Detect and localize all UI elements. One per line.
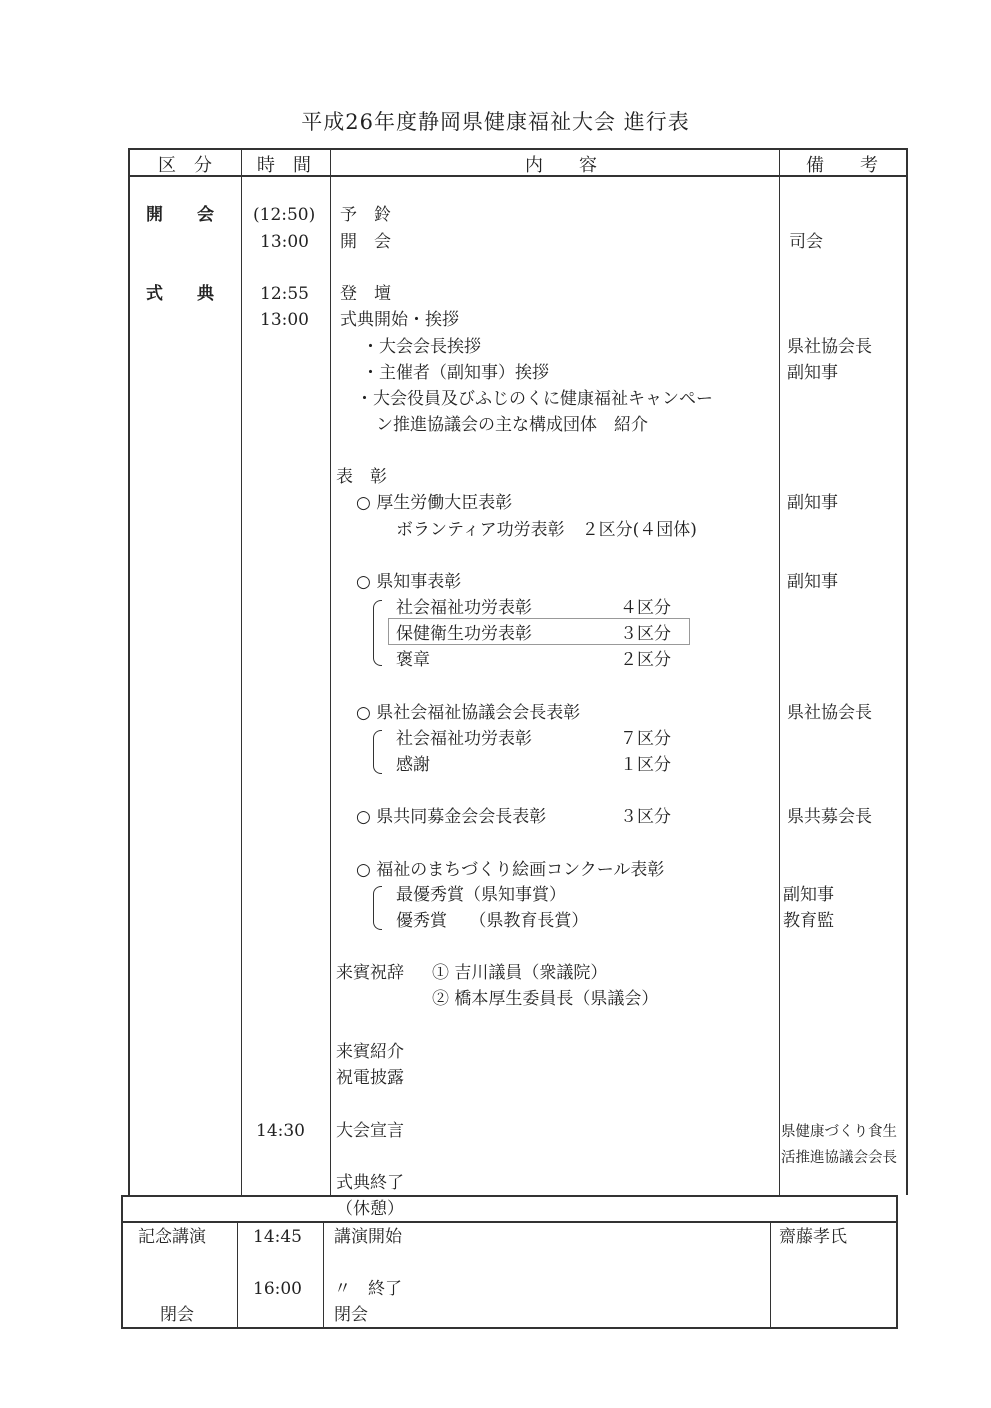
item-closing: 閉会 — [334, 1305, 368, 1325]
item-guest-2: ② 橋本厚生委員長（県議会） — [432, 989, 659, 1009]
item-guest-1: ① 吉川議員（衆議院） — [432, 963, 608, 983]
award-community-chest: ○ 県共同募金会会長表彰 — [356, 807, 547, 827]
item-guest-speech: 来賓祝辞 — [336, 963, 404, 983]
page-title: 平成26年度静岡県健康福祉大会 進行表 — [301, 110, 690, 134]
item-awards: 表 彰 — [336, 467, 387, 487]
table-left-border — [128, 148, 130, 1195]
remark-diet-council-b: 活推進協議会会長 — [781, 1150, 897, 1166]
col-divider-3 — [779, 148, 780, 1195]
item-ceremony-end: 式典終了 — [336, 1173, 404, 1193]
time-declaration: 14:30 — [256, 1121, 305, 1141]
item-lecture-start: 講演開始 — [334, 1227, 402, 1247]
section-opening: 開 会 — [146, 205, 214, 225]
col-divider-1-lower — [237, 1221, 238, 1328]
header-section: 区 分 — [158, 155, 212, 176]
item-greet-intro-b: ン推進協議会の主な構成団体 紹介 — [376, 415, 648, 435]
table-right-border — [906, 148, 908, 1195]
remark-council-chair-2: 県社協会長 — [787, 703, 872, 723]
award-governor-item2-count: ３区分 — [620, 624, 671, 644]
award-governor-item2: 保健衛生功労表彰 — [396, 624, 532, 644]
award-drawing-contest: ○ 福祉のまちづくり絵画コンクール表彰 — [356, 860, 665, 880]
item-greet-intro-a: ・大会役員及びふじのくに健康福祉キャンペー — [356, 389, 713, 409]
remark-vice-governor-2: 副知事 — [787, 493, 838, 513]
award-social-welfare: ○ 県社会福祉協議会会長表彰 — [356, 703, 581, 723]
col-divider-3-lower — [770, 1221, 771, 1328]
award-drawing-contest-item1: 最優秀賞（県知事賞） — [396, 885, 566, 905]
time-lecture-start: 14:45 — [253, 1227, 302, 1247]
award-governor-bracket — [373, 600, 382, 666]
remark-mc: 司会 — [789, 232, 823, 252]
item-guest-intro: 来賓紹介 — [336, 1042, 404, 1062]
col-divider-2 — [330, 148, 331, 1195]
remark-education-superintendent: 教育監 — [783, 911, 834, 931]
award-social-welfare-item1-count: ７区分 — [620, 729, 671, 749]
award-governor-item3: 褒章 — [396, 650, 430, 670]
section-lecture: 記念講演 — [138, 1227, 206, 1247]
time-prebell: (12:50) — [253, 205, 316, 225]
item-opening: 開 会 — [340, 232, 391, 252]
time-stage: 12:55 — [260, 284, 309, 304]
time-opening: 13:00 — [260, 232, 309, 252]
award-social-welfare-item1: 社会福祉功労表彰 — [396, 729, 532, 749]
award-drawing-contest-bracket — [373, 886, 382, 930]
item-lecture-end: 〃 終了 — [334, 1279, 402, 1299]
remark-diet-council-a: 県健康づくり食生 — [781, 1124, 897, 1140]
table-top-border — [128, 148, 907, 150]
award-minister: ○ 厚生労働大臣表彰 — [356, 493, 513, 513]
table-right-border-lower — [896, 1195, 898, 1328]
remark-chest-chair: 県共募会長 — [787, 807, 872, 827]
award-social-welfare-bracket — [373, 730, 382, 774]
header-bottom-border — [128, 175, 907, 177]
item-stage: 登 壇 — [340, 284, 391, 304]
col-divider-2-lower — [323, 1221, 324, 1328]
header-remarks: 備 考 — [806, 155, 878, 176]
time-ceremony-start: 13:00 — [260, 310, 309, 330]
remark-council-chair-1: 県社協会長 — [787, 337, 872, 357]
header-content: 内 容 — [525, 155, 597, 176]
award-social-welfare-item2: 感謝 — [396, 755, 430, 775]
item-telegram: 祝電披露 — [336, 1068, 404, 1088]
remark-vice-governor-1: 副知事 — [787, 363, 838, 383]
award-drawing-contest-item2: 優秀賞 （県教育長賞） — [396, 911, 589, 931]
time-lecture-end: 16:00 — [253, 1279, 302, 1299]
item-ceremony-start: 式典開始・挨拶 — [340, 310, 459, 330]
break-top-border — [121, 1195, 898, 1197]
item-declaration: 大会宣言 — [336, 1121, 404, 1141]
award-minister-sub: ボランティア功労表彰 ２区分(４団体) — [396, 520, 697, 540]
award-social-welfare-item2-count: １区分 — [620, 755, 671, 775]
award-governor-item1-count: ４区分 — [620, 598, 671, 618]
item-greet-host: ・主催者（副知事）挨拶 — [362, 363, 549, 383]
col-divider-1 — [241, 148, 242, 1195]
table-left-border-lower — [121, 1195, 123, 1328]
item-prebell: 予 鈴 — [340, 205, 391, 225]
item-greet-chair: ・大会会長挨拶 — [362, 337, 481, 357]
award-community-chest-count: ３区分 — [620, 807, 671, 827]
remark-lecturer: 齋藤孝氏 — [779, 1227, 847, 1247]
remark-vice-governor-4: 副知事 — [783, 885, 834, 905]
section-ceremony: 式 典 — [146, 284, 214, 304]
section-closing: 閉会 — [160, 1305, 194, 1325]
remark-vice-governor-3: 副知事 — [787, 572, 838, 592]
header-time: 時 間 — [257, 155, 311, 176]
item-break: （休憩） — [336, 1199, 404, 1219]
award-governor-item3-count: ２区分 — [620, 650, 671, 670]
award-governor-item1: 社会福祉功労表彰 — [396, 598, 532, 618]
award-governor: ○ 県知事表彰 — [356, 572, 462, 592]
